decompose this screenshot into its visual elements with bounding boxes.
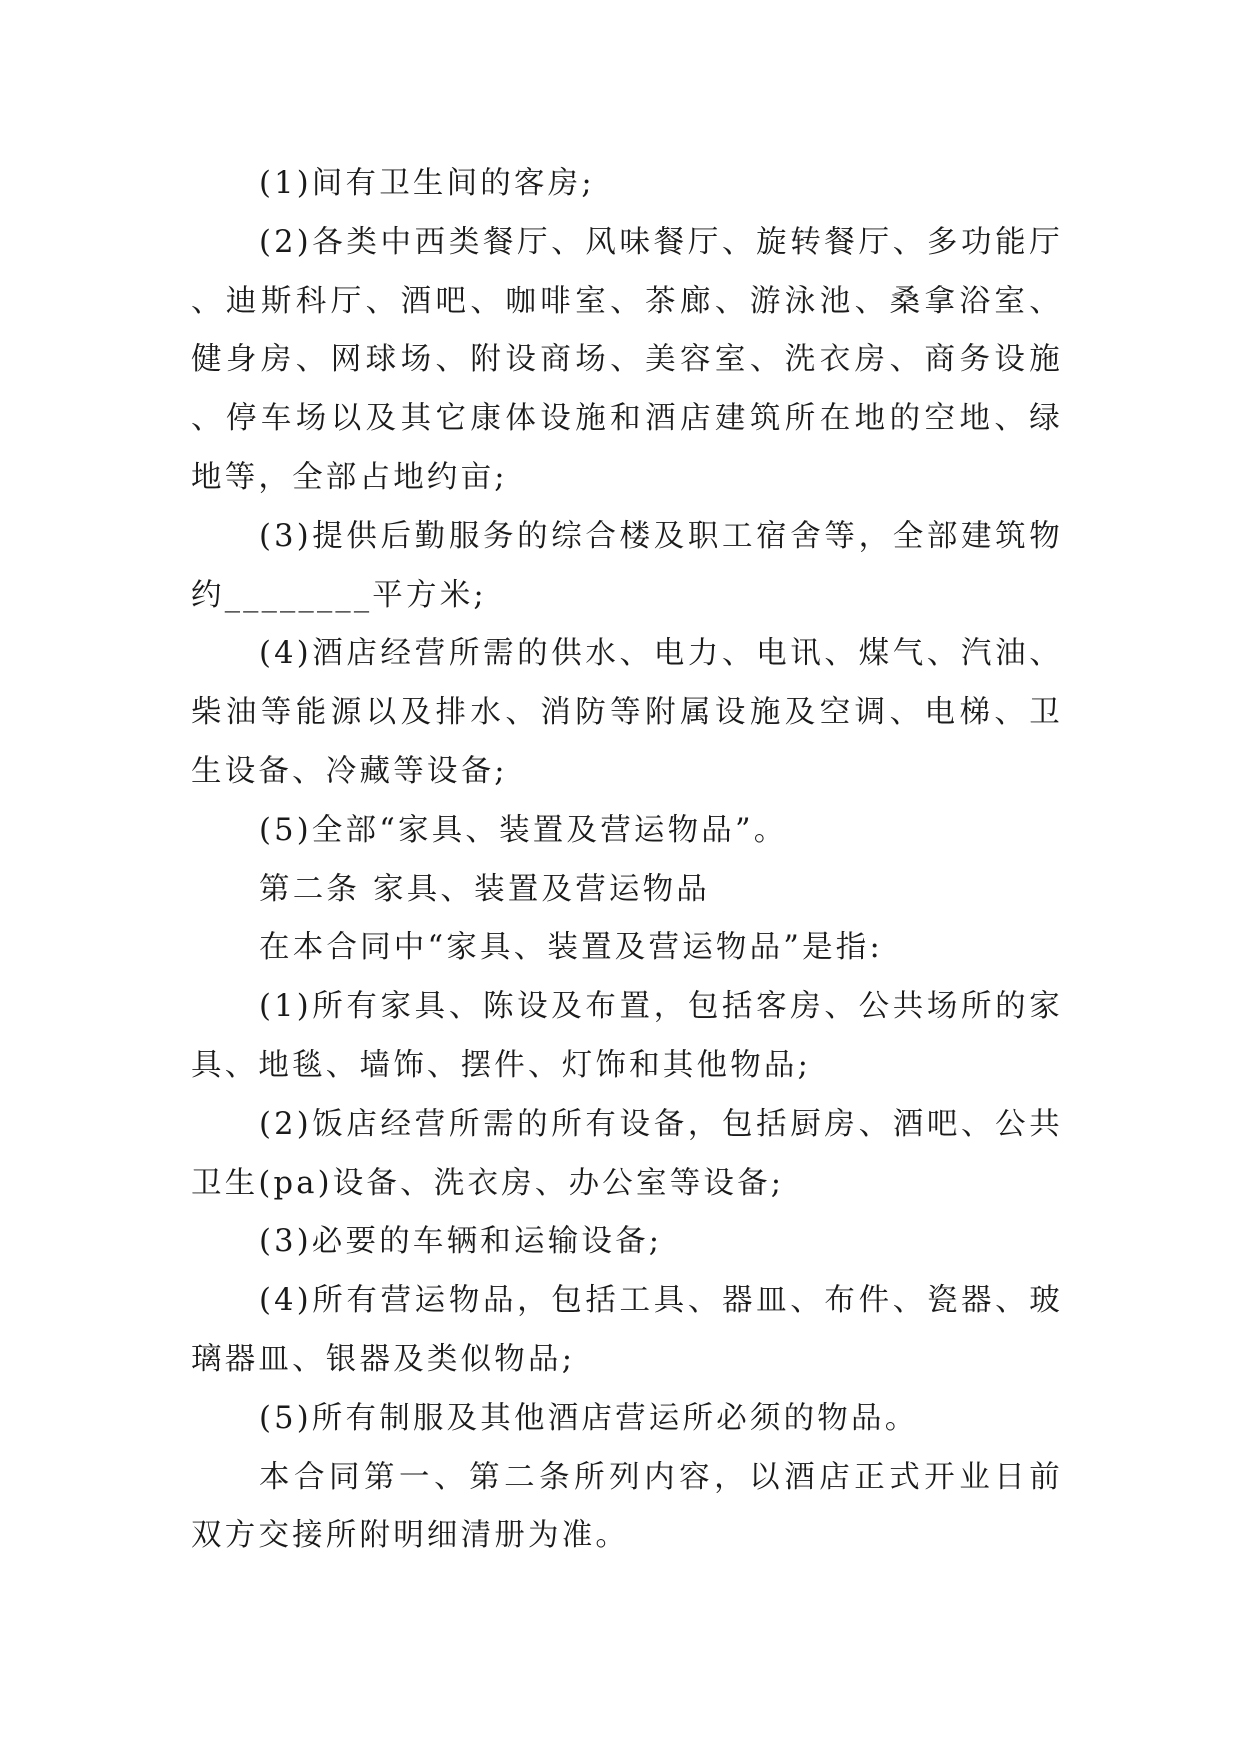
paragraph-furniture: (1)所有家具、陈设及布置，包括客房、公共场所的家具、地毯、墙饰、摆件、灯饰和其他物品;	[191, 989, 1063, 1083]
paragraph-handover-inventory: 本合同第一、第二条所列内容，以酒店正式开业日前双方交接所附明细清册为准。	[191, 1459, 1063, 1554]
document-body	[191, 155, 1063, 1566]
paragraph-utilities: (4)酒店经营所需的供水、电力、电讯、煤气、汽油、柴油等能源以及排水、消防等附属设施及空调、电梯、卫生设备、冷藏等设备;	[191, 636, 1063, 789]
paragraph-guest-rooms: (1)间有卫生间的客房;	[259, 166, 595, 201]
paragraph-uniforms: (5)所有制服及其他酒店营运所必须的物品。	[259, 1400, 919, 1436]
paragraph-equipment: (2)饭店经营所需的所有设备，包括厨房、酒吧、公共卫生(pa)设备、洗衣房、办公室等设备;	[191, 1106, 1063, 1201]
article-two-heading: 第二条 家具、装置及营运物品	[259, 871, 710, 907]
paragraph-ffe-definition: 在本合同中“家具、装置及营运物品”是指:	[259, 930, 883, 966]
paragraph-vehicles: (3)必要的车辆和运输设备;	[259, 1224, 663, 1260]
paragraph-operating-supplies: (4)所有营运物品，包括工具、器皿、布件、瓷器、玻璃器皿、银器及类似物品;	[191, 1283, 1063, 1377]
paragraph-all-ffe: (5)全部“家具、装置及营运物品”。	[259, 812, 788, 848]
paragraph-support-buildings: (3)提供后勤服务的综合楼及职工宿舍等，全部建筑物约________平方米;	[191, 518, 1063, 613]
paragraph-facilities-land: (2)各类中西类餐厅、风味餐厅、旋转餐厅、多功能厅、迪斯科厅、酒吧、咖啡室、茶廊、游泳池、桑拿浴室、健身房、网球场、附设商场、美容室、洗衣房、商务设施、停车场以及其它康体设施和酒店建筑所在地的空地、绿地等，全部占地约亩;	[191, 224, 1063, 495]
